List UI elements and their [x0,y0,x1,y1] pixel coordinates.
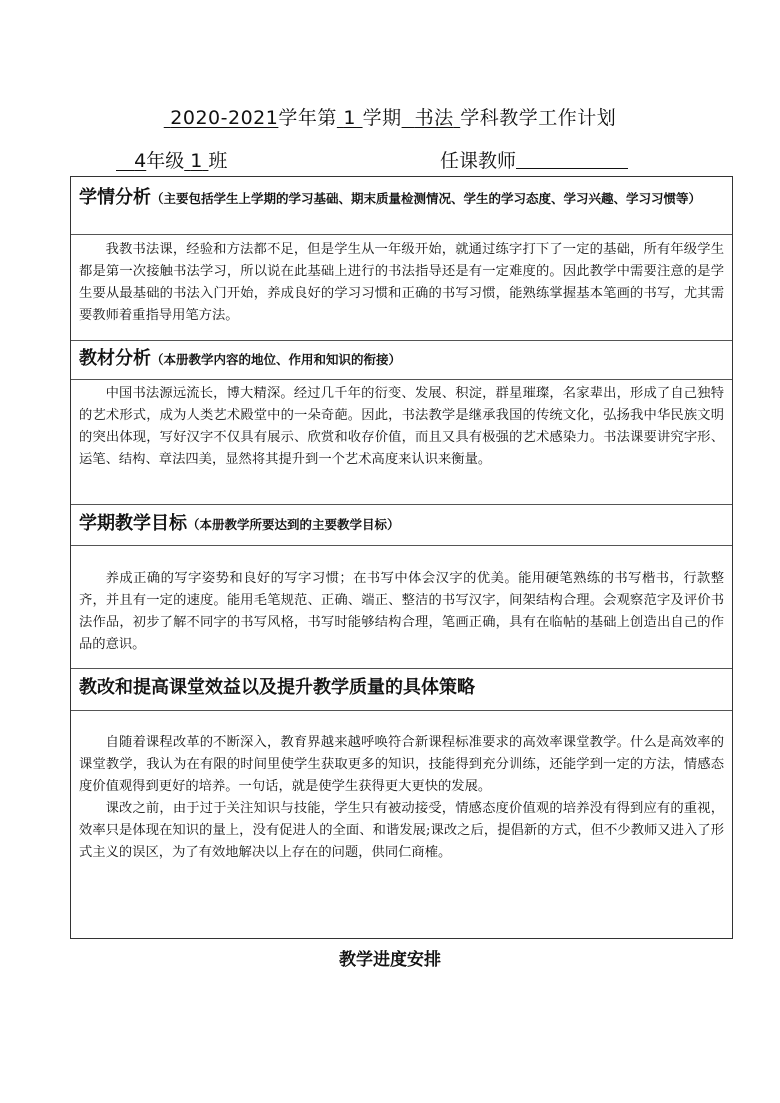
section-strategy-body [71,732,732,864]
schedule-title: 教学进度安排 [339,950,441,970]
section-learning-analysis-header [71,177,732,235]
section-teaching-goals-body [71,568,732,656]
paragraph: 课改之前，由于过于关注知识与技能，学生只有被动接受，情感态度价值观的培养没有得到应有的重视，效率只是体现在知识的量上，没有促进人的全面、和谐发展;课改之后，提倡新的方式，但不少教师又进入了形式主义的误区，为了有效地解决以上存在的问题，供同仁商榷。 [79,801,724,860]
paragraph: 自随着课程改革的不断深入，教育界越来越呼唤符合新课程标准要求的高效率课堂教学。什么是高效率的课堂教学，我认为在有限的时间里使学生获取更多的知识，技能得到充分训练，还能学到一定的方法，情感态度价值观得到更好的培养。一句话，就是使学生获得更大更快的发展。 [79,735,724,794]
paragraph: 中国书法源远流长，博大精深。经过几千年的衍变、发展、积淀，群星璀璨，名家辈出，形成了自己独特的艺术形式，成为人类艺术殿堂中的一朵奇葩。因此，书法教学是继承我国的传统文化，弘扬我中华民族文明的突出体现，写好汉字不仅具有展示、欣赏和收存价值，而且又具有极强的艺术感染力。书法课要讲究字形、运笔、结构、章法四美，显然将其提升到一个艺术高度来认识来衡量。 [79,386,724,467]
section-heading: 教材分析 [79,348,151,369]
class-label: 班 [208,150,228,172]
class-number: 1 [190,150,203,172]
title-text-1: 学年第 [278,107,337,129]
grade-class-line [116,146,227,173]
section-textbook-analysis-body [71,383,732,471]
teacher-name-blank [516,150,628,169]
section-teaching-goals-header [71,505,732,546]
paragraph: 我教书法课，经验和方法都不足，但是学生从一年级开始，就通过练字打下了一定的基础，所有年级学生都是第一次接触书法学习，所以说在此基础上进行的书法指导还是有一定难度的。因此教学中需要注意的是学生要从最基础的书法入门开始，养成良好的学习习惯和正确的书写习惯，能熟练掌握基本笔画的书写，尤其需要教师着重指导用笔方法。 [79,242,724,323]
section-heading: 教改和提高课堂效益以及提升教学质量的具体策略 [79,677,475,698]
title-year: 2020-2021 [170,107,279,129]
section-heading: 学期教学目标 [79,513,187,534]
teacher-line [440,146,628,173]
plan-table [70,176,733,939]
section-note: （本册教学内容的地位、作用和知识的衔接） [151,352,402,367]
section-heading: 学情分析 [79,187,151,208]
page-title [0,103,780,130]
section-strategy-header [71,669,732,711]
grade-label: 年级 [146,150,185,172]
title-subject: 书法 [414,107,454,129]
section-learning-analysis-body [71,239,732,327]
grade-number: 4 [134,150,147,172]
section-textbook-analysis-header [71,341,732,380]
title-text-2: 学期 [362,107,402,129]
title-text-3: 学科教学工作计划 [460,107,617,129]
teacher-label: 任课教师 [440,150,517,172]
section-note: （主要包括学生上学期的学习基础、期末质量检测情况、学生的学习态度、学习兴趣、学习习惯等） [151,191,702,206]
paragraph: 养成正确的写字姿势和良好的写字习惯；在书写中体会汉字的优美。能用硬笔熟练的书写楷书，行款整齐，并且有一定的速度。能用毛笔规范、正确、端正、整洁的书写汉字，间架结构合理。会观察范字及评价书法作品，初步了解不同字的书写风格，书写时能够结构合理，笔画正确，具有在临帖的基础上创造出自己的作品的意识。 [79,571,724,652]
title-term: 1 [343,107,357,129]
section-note: （本册教学所要达到的主要教学目标） [187,517,400,532]
